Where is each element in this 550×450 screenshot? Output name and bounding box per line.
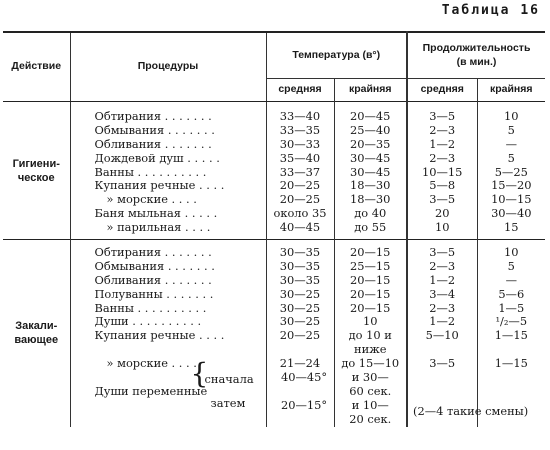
- temp-avg-cell: 20—25: [279, 192, 321, 207]
- temp-ext-cell: ниже: [354, 342, 387, 357]
- procedure-item: Ванны . . . . . . . . . .: [94, 164, 207, 179]
- shower-first-label: сначала: [204, 372, 254, 387]
- action-hardening: [3, 240, 70, 427]
- temp-avg-cell: 20—25: [279, 178, 321, 193]
- dur-ext-cell: 5: [507, 150, 515, 165]
- header-duration: [407, 32, 545, 79]
- dur-avg-cell: 5—8: [429, 178, 456, 193]
- action-line: Гигиени-: [12, 157, 60, 170]
- temp-ext-cell: 30—45: [350, 150, 391, 165]
- procedure-item: Обмывания . . . . . . .: [94, 258, 215, 273]
- blank-line: [71, 343, 266, 357]
- temp-ext-cell: и 30—: [351, 370, 389, 385]
- temp-ext-cell: до 40: [354, 206, 387, 221]
- temp-avg-col: [266, 240, 334, 427]
- procedure-item: Обтирания . . . . . . .: [94, 245, 212, 260]
- procedures-list: [70, 240, 266, 427]
- temp-avg-cell: 30—35: [279, 245, 321, 260]
- dur-ext-cell: 10—15: [491, 192, 532, 207]
- temp-avg-cell: 40—45°: [280, 370, 328, 385]
- dur-avg-cell: 3—5: [429, 245, 456, 260]
- temp-ext-cell: 25—15: [350, 258, 391, 273]
- blank-line: [408, 343, 477, 357]
- shower-duration: (2—4 такие смены): [413, 404, 529, 418]
- temp-ext-cell: 18—30: [350, 178, 391, 193]
- temp-ext-cell: 18—30: [350, 192, 391, 207]
- temp-avg-cell: 30—25: [279, 314, 321, 329]
- dur-avg-cell: 10—15: [422, 164, 463, 179]
- procedure-item: » парильная . . . .: [106, 220, 211, 235]
- dur-avg-cell: 2—3: [429, 150, 456, 165]
- temp-ext-cell: 20 сек.: [349, 411, 392, 426]
- dur-ext-col: [477, 102, 545, 240]
- temp-ext-col: [334, 102, 407, 240]
- temp-avg-cell: 33—35: [279, 122, 321, 137]
- shower-label: Души переменные: [94, 384, 208, 399]
- blank-line: [267, 385, 334, 399]
- procedure-item: » морские . . . .: [106, 356, 197, 371]
- temp-ext-cell: 20—15: [350, 300, 391, 315]
- dur-ext-cell: 30—40: [491, 206, 532, 221]
- action-hygienic: [3, 102, 70, 240]
- blank-line: [267, 343, 334, 357]
- temp-avg-col: [266, 102, 334, 240]
- dur-avg-cell: 1—2: [429, 136, 456, 151]
- temp-ext-cell: 60 сек.: [349, 383, 392, 398]
- blank-line: [478, 343, 546, 357]
- header-temperature: Температура (в°): [266, 32, 407, 79]
- dur-avg-cell: 3—5: [429, 109, 456, 123]
- dur-avg-cell: 2—3: [429, 258, 456, 273]
- procedure-item: Ванны . . . . . . . . . .: [94, 300, 207, 315]
- action-line: Закали-: [15, 320, 58, 333]
- temp-ext-cell: 20—15: [350, 272, 391, 287]
- procedure-item: Обливания . . . . . . .: [94, 272, 212, 287]
- temp-ext-cell: 30—45: [350, 164, 391, 179]
- dur-ext-cell: 15: [504, 220, 519, 235]
- temp-avg-cell: 20—25: [279, 328, 321, 343]
- dur-ext-cell: 10: [504, 109, 519, 123]
- header-temp-avg: средняя: [266, 79, 334, 102]
- dur-avg-cell: 2—3: [429, 300, 456, 315]
- procedure-item: Обмывания . . . . . . .: [94, 122, 215, 137]
- temp-avg-cell: 30—25: [279, 300, 321, 315]
- temp-ext-cell: 20—15: [350, 245, 391, 260]
- procedure-item: Обтирания . . . . . . .: [94, 109, 212, 123]
- dur-avg-cell: 3—5: [429, 356, 456, 371]
- dur-ext-cell: 5: [507, 258, 515, 273]
- dur-ext-cell: —: [505, 272, 517, 287]
- procedure-item: Баня мыльная . . . . .: [94, 206, 218, 221]
- dur-ext-cell: 5—6: [498, 286, 525, 301]
- temp-avg-cell: 30—33: [279, 136, 321, 151]
- temp-avg-cell: 30—35: [279, 258, 321, 273]
- shower-then-label: затем: [210, 396, 246, 411]
- temp-avg-cell: 33—40: [279, 109, 321, 123]
- dur-ext-cell: 1—15: [494, 356, 528, 371]
- temp-ext-cell: 20—35: [350, 136, 391, 151]
- brace-icon: {: [190, 357, 209, 391]
- dur-ext-cell: 1—5: [498, 300, 525, 315]
- header-dur-extreme: крайняя: [477, 79, 545, 102]
- dur-avg-cell: 3—5: [429, 192, 456, 207]
- header-duration-line1: Продолжительность: [422, 42, 531, 55]
- dur-ext-cell: —: [505, 136, 517, 151]
- temp-avg-cell: 35—40: [279, 150, 321, 165]
- action-line: ческое: [17, 171, 55, 184]
- procedures-list: [70, 102, 266, 240]
- dur-avg-cell: 1—2: [429, 272, 456, 287]
- header-procedures: Процедуры: [70, 32, 266, 102]
- header-dur-avg: средняя: [407, 79, 477, 102]
- temp-ext-cell: и 10—: [351, 397, 389, 412]
- procedure-item: Души . . . . . . . . . .: [94, 314, 202, 329]
- temp-avg-cell: 40—45: [279, 220, 321, 235]
- temp-avg-cell: 20—15°: [280, 397, 328, 412]
- temp-ext-cell: до 55: [354, 220, 387, 235]
- dur-avg-cell: 3—4: [429, 286, 456, 301]
- dur-avg-cell: 10: [435, 220, 450, 235]
- temp-ext-cell: 25—40: [350, 122, 391, 137]
- procedure-item: Полуванны . . . . . . .: [94, 286, 214, 301]
- dur-avg-cell: 5—10: [425, 328, 459, 343]
- header-duration-line2: (в мин.): [456, 55, 497, 68]
- temp-ext-cell: до 10 и: [348, 328, 392, 343]
- dur-avg-cell: 1—2: [429, 314, 456, 329]
- action-line: вающее: [14, 334, 59, 347]
- temp-ext-cell: до 15—10: [341, 356, 400, 371]
- dur-ext-cell: 5—25: [494, 164, 528, 179]
- dur-ext-cell: 10: [504, 245, 519, 260]
- dur-avg-col: [407, 102, 477, 240]
- procedure-item: Купания речные . . . .: [94, 328, 225, 343]
- dur-ext-cell: 15—20: [491, 178, 532, 193]
- header-action: Действие: [3, 32, 70, 102]
- procedure-item: Купания речные . . . .: [94, 178, 225, 193]
- temp-ext-cell: 20—15: [350, 286, 391, 301]
- temp-avg-cell: 21—24: [279, 356, 321, 371]
- temp-avg-cell: 33—37: [279, 164, 321, 179]
- procedure-item: Обливания . . . . . . .: [94, 136, 212, 151]
- dur-ext-cell: 5: [507, 122, 515, 137]
- dur-ext-col: [477, 240, 545, 427]
- temp-ext-col: [334, 240, 407, 427]
- procedures-table: [3, 31, 545, 427]
- header-temp-extreme: крайняя: [334, 79, 407, 102]
- temp-ext-cell: 10: [363, 314, 378, 329]
- temp-avg-cell: 30—25: [279, 286, 321, 301]
- temp-ext-cell: 20—45: [350, 109, 391, 123]
- table-caption: Таблица 16: [441, 3, 540, 18]
- dur-avg-cell: 20: [435, 206, 450, 221]
- dur-ext-cell: ¹/₂—5: [495, 314, 528, 329]
- temp-avg-cell: около 35: [273, 206, 327, 221]
- dur-avg-cell: 2—3: [429, 122, 456, 137]
- temp-avg-cell: 30—35: [279, 272, 321, 287]
- procedure-item: Дождевой душ . . . . .: [94, 150, 220, 165]
- dur-ext-cell: 1—15: [494, 328, 528, 343]
- procedure-item: » морские . . . .: [106, 192, 197, 207]
- dur-avg-col: [407, 240, 477, 427]
